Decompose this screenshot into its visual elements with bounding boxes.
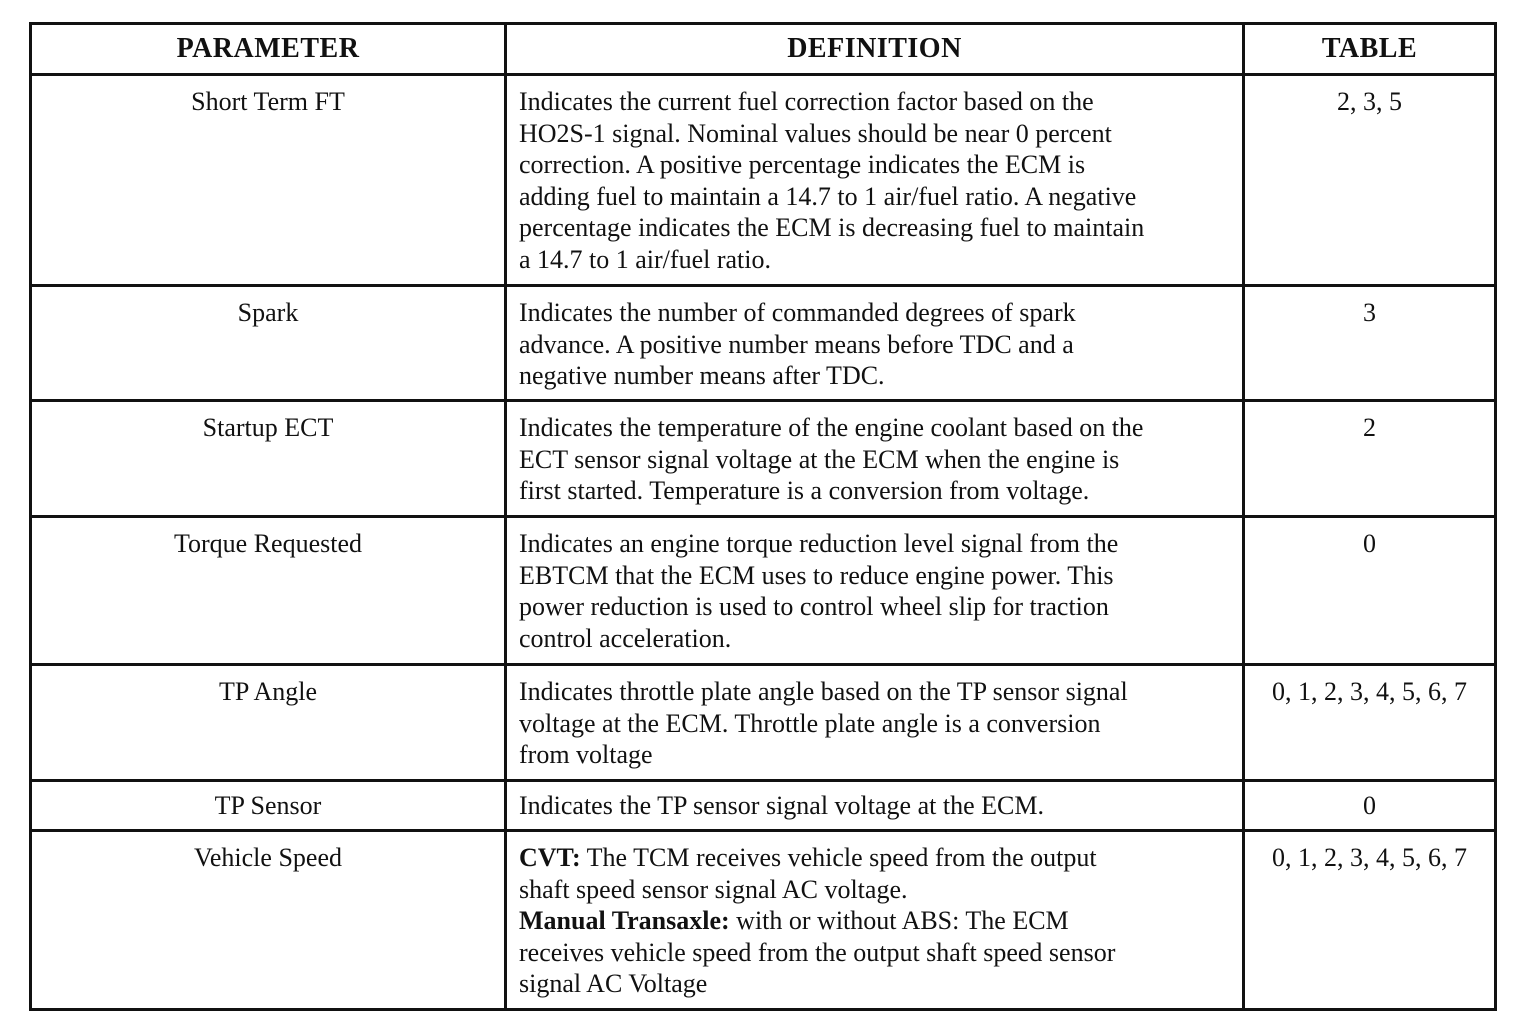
- definition-cell: [506, 75, 1244, 286]
- manual-transaxle-label: Manual Transaxle:: [519, 906, 730, 935]
- parameter-table: [29, 22, 1497, 1011]
- definition-line: receives vehicle speed from the output shaft speed sensor: [519, 937, 1116, 967]
- definition-line: Indicates the TP sensor signal voltage at the ECM.: [519, 791, 1044, 820]
- definition-line: correction. A positive percentage indicates the ECM is: [519, 150, 1086, 179]
- header-definition: DEFINITION: [506, 24, 1244, 75]
- definition-cell: [506, 831, 1244, 1010]
- definition-line: adding fuel to maintain a 14.7 to 1 air/fuel ratio. A negative: [519, 181, 1137, 211]
- definition-cell: [506, 665, 1244, 781]
- table-ref-cell: 0: [1244, 517, 1496, 665]
- definition-line: negative number means after TDC.: [519, 361, 885, 390]
- definition-line: voltage at the ECM. Throttle plate angle is a conversion: [519, 708, 1101, 738]
- definition-line: percentage indicates the ECM is decreasing fuel to maintain: [519, 213, 1145, 242]
- parameter-cell: TP Sensor: [31, 781, 506, 831]
- definition-line: a 14.7 to 1 air/fuel ratio.: [519, 244, 771, 274]
- definition-line: first started. Temperature is a conversion from voltage.: [519, 476, 1090, 505]
- definition-line: signal AC Voltage: [519, 969, 708, 998]
- header-row: [31, 24, 1496, 75]
- definition-line: power reduction is used to control wheel slip for traction: [519, 592, 1109, 621]
- definition-cell: [506, 781, 1244, 831]
- definition-line: shaft speed sensor signal AC voltage.: [519, 874, 908, 904]
- parameter-cell: Short Term FT: [31, 75, 506, 286]
- parameter-cell: Vehicle Speed: [31, 831, 506, 1010]
- table-row: [31, 781, 1496, 831]
- table-row: [31, 401, 1496, 517]
- definition-line: EBTCM that the ECM uses to reduce engine power. This: [519, 560, 1114, 590]
- table-row: [31, 517, 1496, 665]
- definition-line: Indicates the number of commanded degrees of spark: [519, 298, 1076, 327]
- parameter-cell: TP Angle: [31, 665, 506, 781]
- parameter-cell: Spark: [31, 286, 506, 401]
- parameter-cell: Startup ECT: [31, 401, 506, 517]
- definition-line: advance. A positive number means before TDC and a: [519, 329, 1074, 359]
- table-ref-cell: 2, 3, 5: [1244, 75, 1496, 286]
- definition-cell: [506, 401, 1244, 517]
- definition-line: from voltage: [519, 740, 653, 769]
- definition-line: [519, 905, 1230, 937]
- table-ref-cell: 0, 1, 2, 3, 4, 5, 6, 7: [1244, 665, 1496, 781]
- definition-line: Indicates the current fuel correction factor based on the: [519, 87, 1094, 116]
- definition-line: Indicates throttle plate angle based on the TP sensor signal: [519, 677, 1128, 706]
- definition-line: control acceleration.: [519, 623, 732, 653]
- cvt-text: The TCM receives vehicle speed from the output: [580, 843, 1097, 872]
- header-table: TABLE: [1244, 24, 1496, 75]
- table-ref-cell: 2: [1244, 401, 1496, 517]
- table-row: [31, 286, 1496, 401]
- definition-line: Indicates the temperature of the engine coolant based on the: [519, 413, 1144, 442]
- cvt-label: CVT:: [519, 843, 581, 872]
- definition-line: Indicates an engine torque reduction level signal from the: [519, 529, 1119, 558]
- definition-line: [519, 842, 1230, 874]
- manual-transaxle-text: with or without ABS: The ECM: [729, 906, 1069, 935]
- definition-line: HO2S-1 signal. Nominal values should be near 0 percent: [519, 118, 1112, 148]
- definition-line: ECT sensor signal voltage at the ECM when the engine is: [519, 444, 1120, 474]
- table-ref-cell: 0, 1, 2, 3, 4, 5, 6, 7: [1244, 831, 1496, 1010]
- parameter-cell: Torque Requested: [31, 517, 506, 665]
- table-ref-cell: 3: [1244, 286, 1496, 401]
- definition-cell: [506, 286, 1244, 401]
- table-row: [31, 665, 1496, 781]
- table-row: [31, 831, 1496, 1010]
- table-row: [31, 75, 1496, 286]
- definition-cell: [506, 517, 1244, 665]
- table-ref-cell: 0: [1244, 781, 1496, 831]
- header-parameter: PARAMETER: [31, 24, 506, 75]
